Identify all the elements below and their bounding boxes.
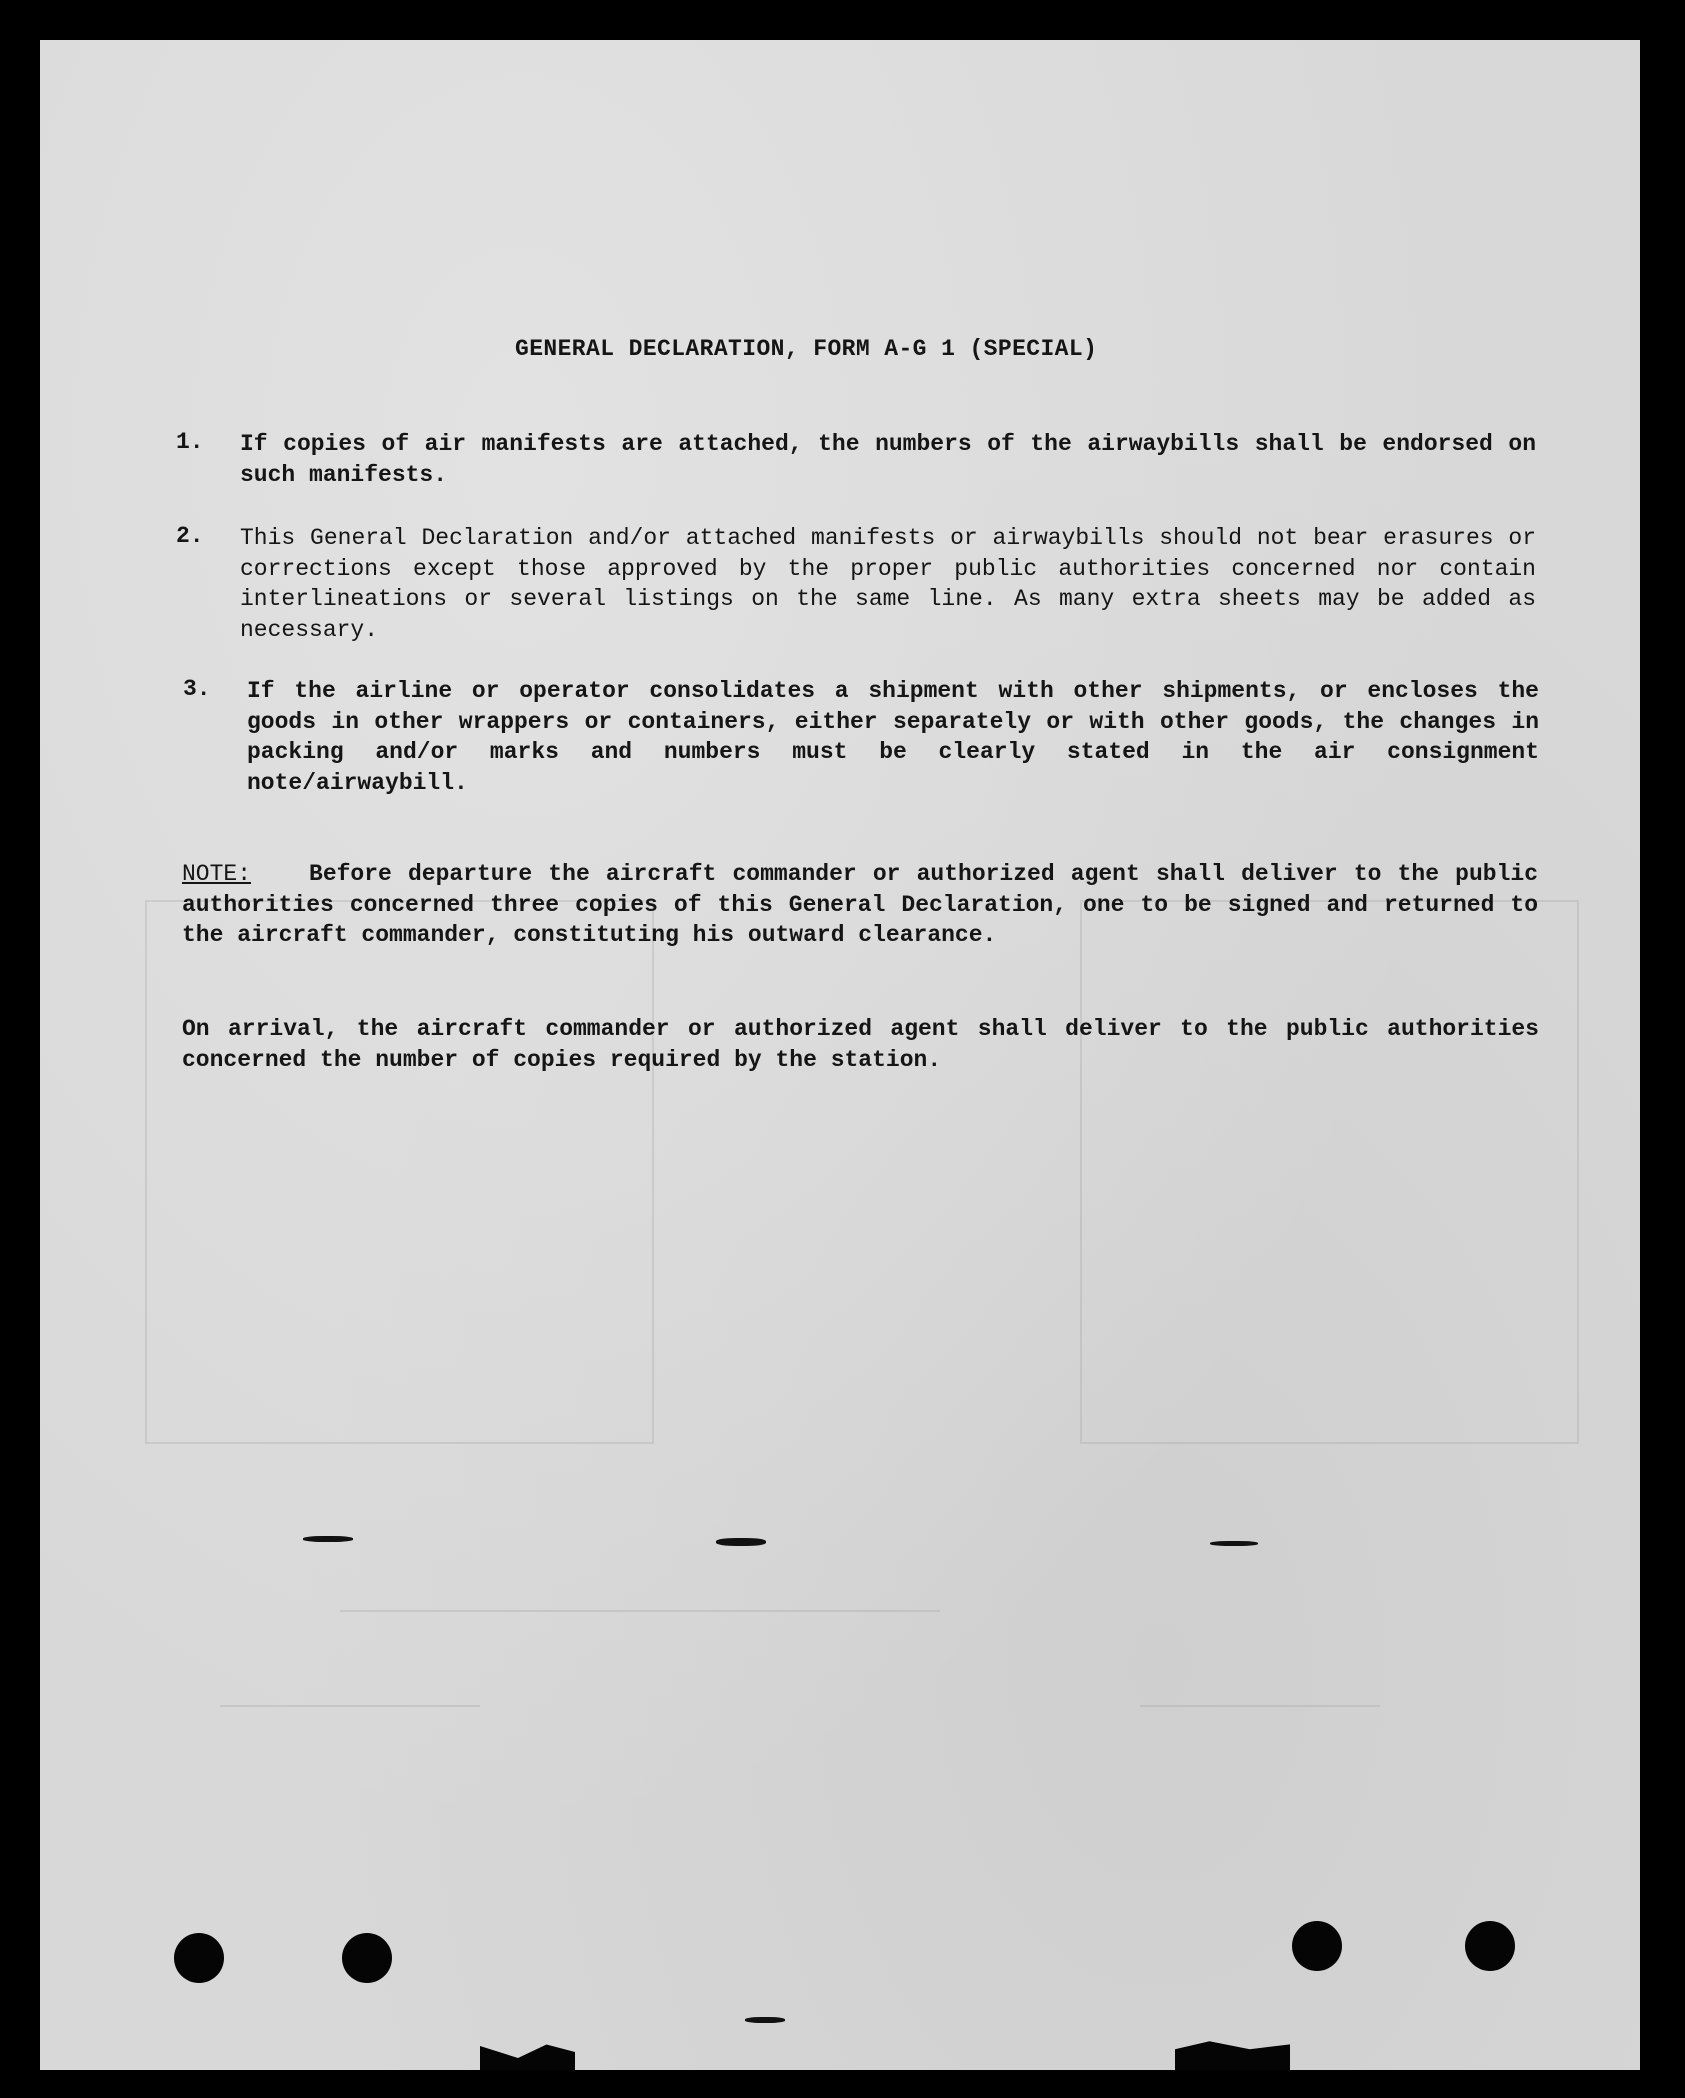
- item-number: 3.: [183, 676, 211, 702]
- bleed-through-line: [1140, 1705, 1380, 1707]
- ink-speck: [1210, 1541, 1258, 1546]
- item-text: If the airline or operator consolidates a shipment with other shipments, or encloses the goods in other wrappers or containers, either separately or with other goods, the changes in packing and/or marks and numbers must be clearly stated in the air consignment note/airwaybill.: [247, 678, 1539, 796]
- punch-hole: [174, 1933, 224, 1983]
- punch-hole: [1465, 1921, 1515, 1971]
- bleed-through-box-right: [1080, 900, 1579, 1444]
- item-number: 2.: [176, 523, 204, 549]
- document-page: [40, 40, 1640, 2070]
- punch-hole: [1292, 1921, 1342, 1971]
- bleed-through-box-left: [145, 900, 654, 1444]
- ink-speck: [716, 1538, 766, 1546]
- item-text: If copies of air manifests are attached, the numbers of the airwaybills shall be endorsed on such manifests.: [240, 431, 1536, 488]
- torn-edge: [480, 2040, 575, 2070]
- bleed-through-line: [220, 1705, 480, 1707]
- note-paragraph: [182, 859, 1538, 951]
- torn-edge: [1175, 2038, 1290, 2070]
- item-number: 1.: [176, 429, 204, 455]
- note-body: Before departure the aircraft commander or authorized agent shall deliver to the public authorities concerned three copies of this General Declaration, one to be signed and returned to the aircraft commander, constituting his outward clearance.: [182, 861, 1538, 948]
- note-label: NOTE:: [182, 861, 252, 887]
- ink-speck: [303, 1536, 353, 1542]
- document-title: GENERAL DECLARATION, FORM A-G 1 (SPECIAL): [515, 336, 1098, 362]
- item-text: This General Declaration and/or attached manifests or airwaybills should not bear erasures or corrections except those approved by the proper public authorities concerned nor contain interlineations or several listings on the same line. As many extra sheets may be added as necessary.: [240, 525, 1536, 643]
- punch-hole: [342, 1933, 392, 1983]
- bleed-through-line: [340, 1610, 940, 1612]
- ink-speck: [745, 2017, 785, 2023]
- arrival-paragraph: On arrival, the aircraft commander or authorized agent shall deliver to the public authorities concerned the number of copies required by the station.: [182, 1016, 1539, 1073]
